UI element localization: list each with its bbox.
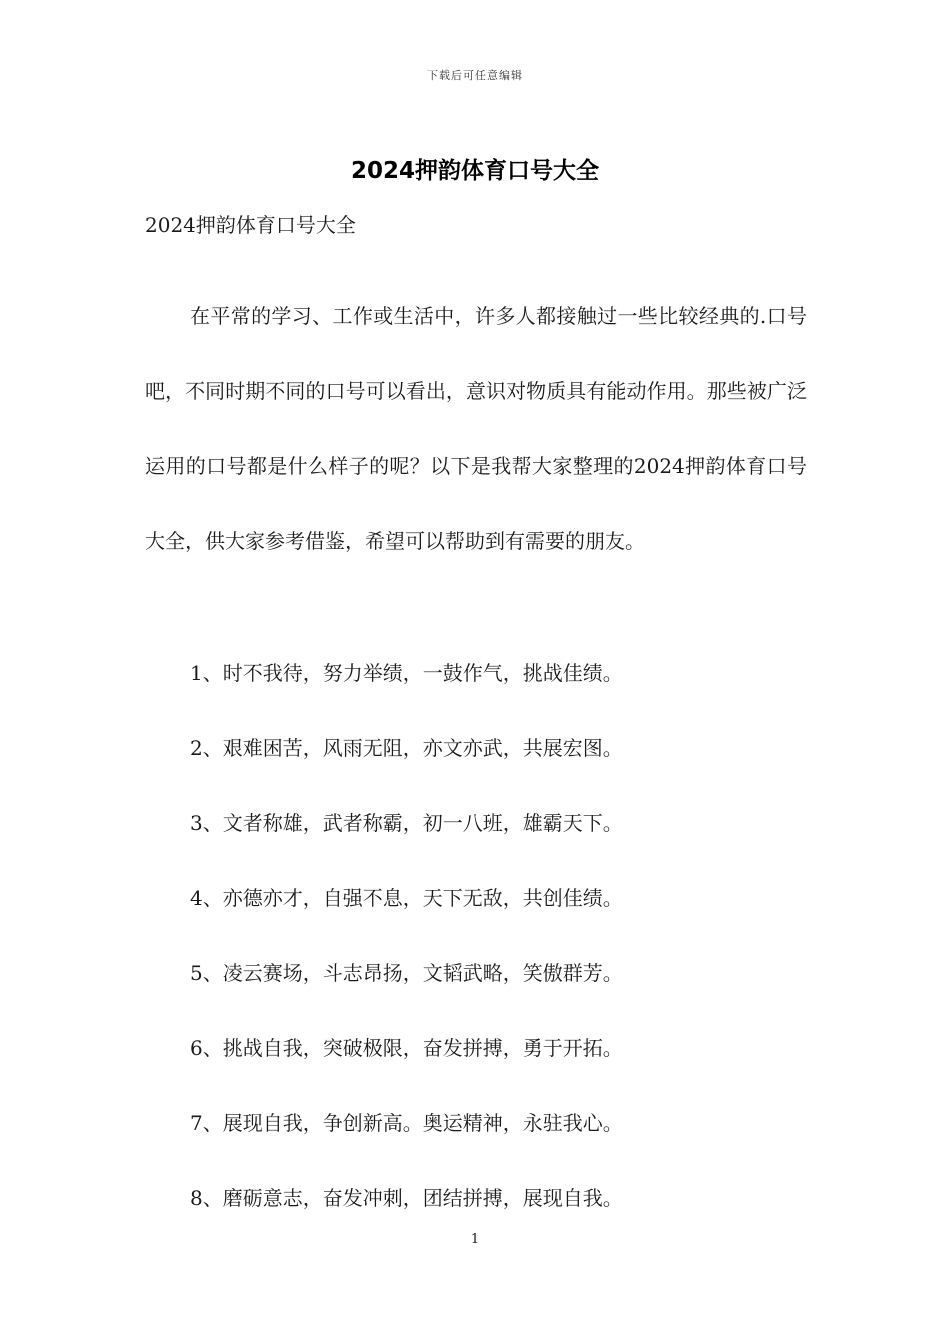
slogan-list (190, 636, 623, 1236)
slogan-item: 2、艰难困苦，风雨无阻，亦文亦武，共展宏图。 (190, 736, 623, 760)
slogan-item: 8、磨砺意志，奋发冲刺，团结拼搏，展现自我。 (190, 1186, 623, 1210)
slogan-item: 5、凌云赛场，斗志昂扬，文韬武略，笑傲群芳。 (190, 961, 623, 985)
intro-paragraph: 在平常的学习、工作或生活中，许多人都接触过一些比较经典的.口号吧，不同时期不同的口号可以看出，意识对物质具有能动作用。那些被广泛运用的口号都是什么样子的呢？以下是我帮大家整理的2024押韵体育口号大全，供大家参考借鉴，希望可以帮助到有需要的朋友。 (145, 304, 807, 553)
slogan-item: 7、展现自我，争创新高。奥运精神，永驻我心。 (190, 1111, 623, 1135)
document-title: 2024押韵体育口号大全 (350, 158, 599, 184)
header-note: 下载后可任意编辑 (427, 69, 523, 82)
slogan-item: 3、文者称雄，武者称霸，初一八班，雄霸天下。 (190, 811, 623, 835)
page-number: 1 (470, 1232, 480, 1247)
slogan-item: 6、挑战自我，突破极限，奋发拼搏，勇于开拓。 (190, 1036, 623, 1060)
document-subtitle: 2024押韵体育口号大全 (145, 213, 356, 237)
slogan-item: 1、时不我待，努力举绩，一鼓作气，挑战佳绩。 (190, 661, 623, 685)
slogan-item: 4、亦德亦才，自强不息，天下无敌，共创佳绩。 (190, 886, 623, 910)
